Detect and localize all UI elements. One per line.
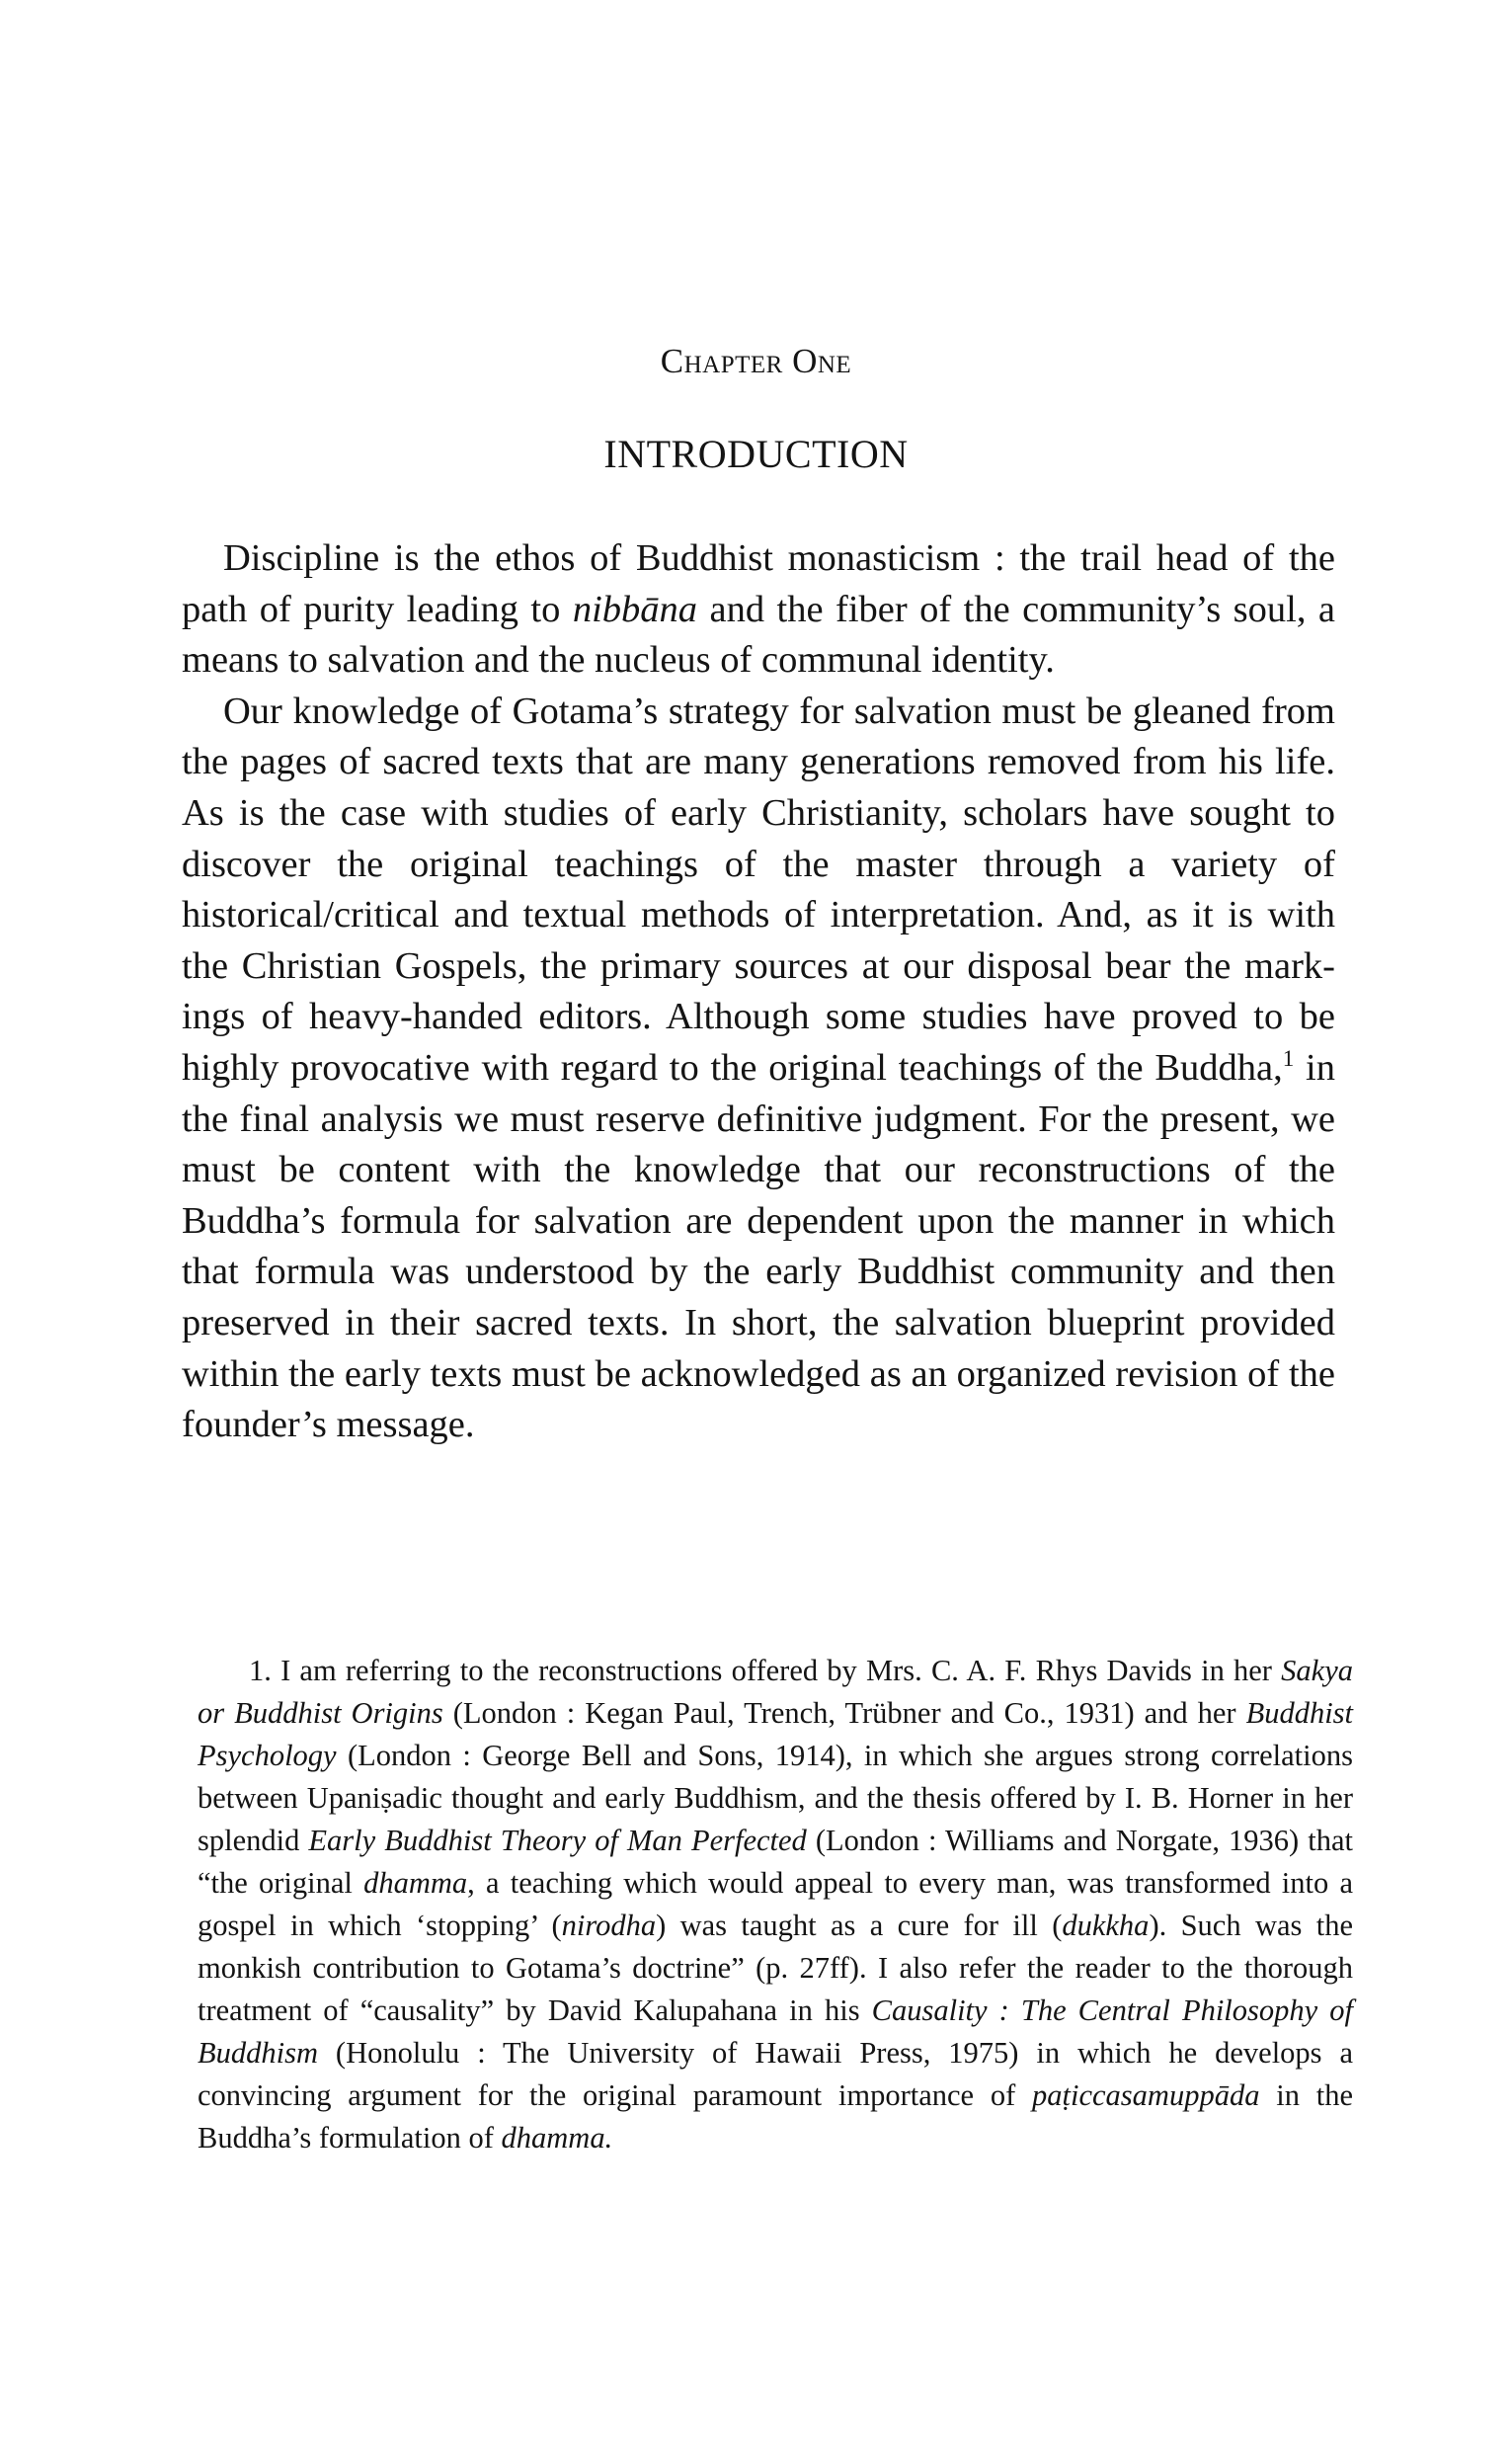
footnote-1	[198, 1650, 1353, 2159]
book-title-early-buddhist-theory: Early Buddhist Theory of Man Perfected	[308, 1824, 807, 1857]
paragraph-2-text-b: in the final analysis we must reserve definitive judgment. For the present, we must be content with the knowledge that our reconstructions of the Buddha’s formula for salvation are dependent upon the manner in which that formula was understood by the early Buddhist community and then preserved in their sacred texts. In short, the salvation blueprint provided within the early texts must be acknowledged as an organized revision of the founder’s message.	[182, 1046, 1335, 1446]
footnote-text-9: in the Buddha’s formulation of	[198, 2078, 1353, 2155]
footnote	[198, 1650, 1353, 2159]
chapter-label: Chapter One	[660, 342, 852, 380]
footnote-text-1: I am referring to the reconstructions offered by Mrs. C. A. F. Rhys Davids in her	[271, 1654, 1282, 1687]
footnote-text-3: (London : George Bell and Sons, 1914), in which she argues strong correlations between Upaniṣadic thought and early Buddhism, and the thesis offered by I. B. Horner in her splendid	[198, 1739, 1353, 1857]
paragraph-1-text-b: and the fiber of the community’s soul, a means to salvation and the nucleus of communal identity.	[182, 588, 1335, 682]
book-title-sakya: Sakya or Buddhist Origins	[198, 1654, 1353, 1730]
term-dhamma: dhamma	[363, 1866, 468, 1900]
footnote-marker[interactable]: 1	[1282, 1045, 1295, 1072]
body-text	[182, 533, 1335, 1451]
footnote-text-4: (London : Williams and Norgate, 1936) that “the original	[198, 1824, 1354, 1900]
term-nibbana: nibbāna	[572, 588, 698, 630]
footnote-text-6: ) was taught as a cure for ill (	[656, 1909, 1063, 1942]
footnote-text-8: (Honolulu : The University of Hawaii Press, 1975) in which he develops a convincing argument for the original paramount importance of	[198, 2036, 1353, 2112]
footnote-text-5: , a teaching which would appeal to every man, was transformed into a gospel in which ‘stopping’ (	[198, 1866, 1354, 1942]
book-title-buddhist-psychology: Buddhist Psychology	[198, 1696, 1354, 1772]
footnote-number: 1.	[249, 1654, 272, 1687]
term-paticcasamuppada: paṭiccasamuppāda	[1032, 2078, 1260, 2112]
term-dukkha: dukkha	[1062, 1909, 1150, 1942]
term-dhamma-final: dhamma.	[501, 2121, 613, 2155]
footnote-text-7: ). Such was the monkish contribution to Gotama’s doctrine” (p. 27ff). I also refer the reader to the thorough treatment of “causality” by David Kalupahana in his	[198, 1909, 1353, 2027]
paragraph-2-text-a: Our knowledge of Gotama’s strategy for salvation must be gleaned from the pages of sacred texts that are many generations removed from his life. As is the case with studies of early Christianity, scholars have sought to discover the original teachings of the master through a variety of historical/critical and textual methods of interpretation. And, as it is with the Christian Gospels, the primary sources at our disposal bear the markings of heavy-handed editors. Although some studies have proved to be highly provocative with regard to the original teachings of the Buddha,	[182, 690, 1335, 1089]
book-title-causality: Causality : The Central Philosophy of Buddhism	[198, 1993, 1353, 2070]
chapter-title: INTRODUCTION	[603, 432, 909, 476]
paragraph-1-text-a: Discipline is the ethos of Buddhist monasticism : the trail head of the path of purity leading to	[182, 537, 1335, 630]
paragraph-2	[182, 687, 1335, 1451]
footnote-text-2: (London : Kegan Paul, Trench, Trübner and Co., 1931) and her	[442, 1696, 1246, 1730]
paragraph-1	[182, 533, 1335, 687]
term-nirodha: nirodha	[561, 1909, 657, 1942]
